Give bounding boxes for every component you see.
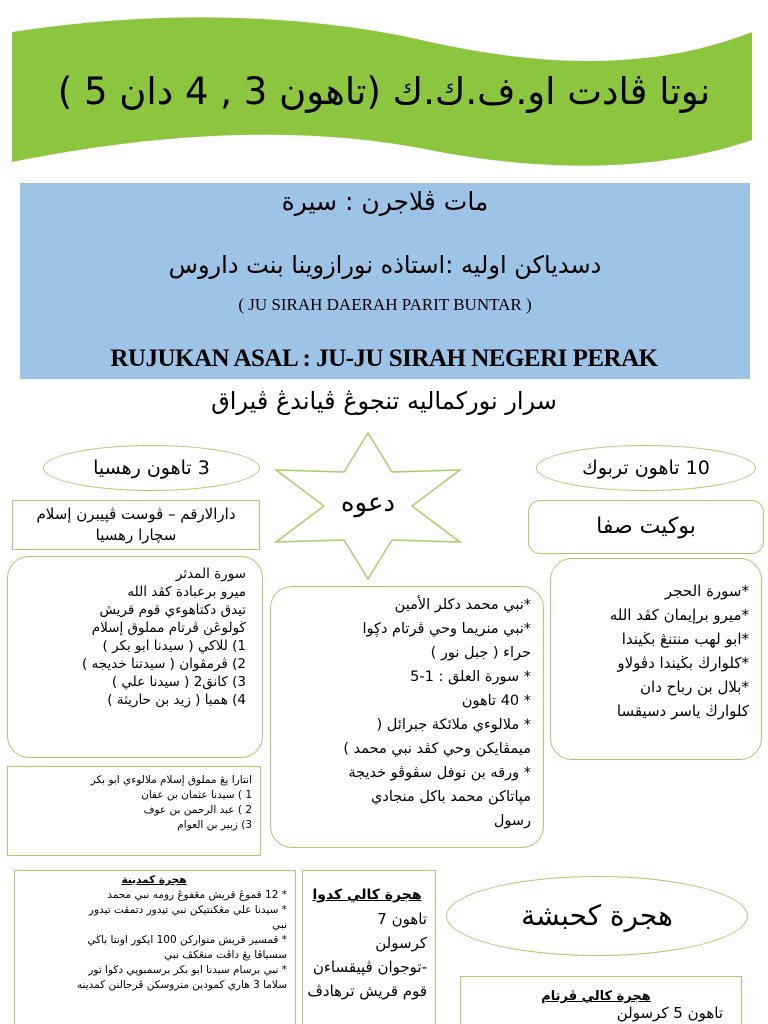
center-point: * 40 تاهون [461,693,531,709]
right-points-box [550,558,762,760]
right-box: بوكيت صفا [528,500,764,554]
right-pill: 10 تاهون تربوك [536,445,756,491]
madinah-point: سسياڤا يڠ داڤت منڠكڤ نبي [164,949,287,961]
second-hijrah-line: قوم قريش ترهادڤ [307,982,427,1000]
left-point: تيدق دكتاهوءي قوم قريش [99,602,246,618]
left-box-line: سچارا رهسيا [95,526,177,544]
center-point: مڽاتاكن محمد باكل منجادي [371,789,531,805]
madinah-box [14,870,296,1024]
left-point: ميرو برعبادة كڤد الله [127,584,246,600]
left-pill: 3 تاهون رهسيا [43,445,260,491]
right-point: *ابو لهب منتنڠ بڬيندا [621,630,749,648]
habsyah-pill: هجرة كحبشة [446,876,748,956]
teacher-label: دسدياكن اوليه :استاذه نورازوينا بنت داروس [168,251,602,279]
reference-heading: RUJUKAN ASAL : JU-JU SIRAH NEGERI PERAK [110,345,658,372]
right-point: *ميرو برإيمان كڤد الله [609,606,749,624]
center-point: حراء ( جبل نور ) [430,645,531,661]
madinah-point: * قمسير قريش منوارکن 100 ايکور اونتا باڬي [87,934,287,946]
second-hijrah-box [302,870,436,1024]
first-hijrah-line: تاهون 5 كرسولن [616,1004,723,1022]
first-hijrah-box [460,976,742,1024]
convert-line: 1 ) سيدنا عثمان بن عفان [141,789,252,801]
convert-line: 2 ) عبد الرحمن بن عوف [143,804,252,816]
madinah-point: * نبي برسام سيدنا ابو بكر برسمبوپي دڬوا ثور [88,964,287,976]
center-point: *نبي منريما وحي ڤرتام دڮوا [362,621,531,637]
second-hijrah-line: كرسولن [375,934,427,952]
center-point: * سورة العلق : 1-5 [410,669,531,685]
left-point: سورة المدثر [175,566,246,582]
star-label: دعوه [340,488,396,518]
left-box-line: دارالارقم – ڤوست ڤپيبرن إسلام [36,505,236,523]
center-points-box [270,586,544,848]
center-point: *نبي محمد دكلر الأمين [394,597,531,613]
page-title: نوتا ڤادت او.ف.ك.ك (تاهون 3 , 4 دان 5 ) [57,70,711,113]
left-point: ڬولوڠن ڤرتام مملوق إسلام [91,620,246,636]
subject-label: مات ڤلاجرن : سيرة [281,187,489,216]
center-point: * ورقه بن نوفل سڤوڤو خديجة [348,765,531,781]
left-point: 2) ڤرمڤوان ( سيدتنا خديجه ) [81,656,246,672]
center-point: * ملالوءي ملائكة جبرائل ( [376,717,531,733]
first-hijrah-title: هجرة كالي ڤرتام [541,989,651,1004]
right-point: كلوارڬ ياسر دسيقسا [616,702,749,720]
converts-box [7,766,261,856]
second-hijrah-line: تاهون 7 [377,910,427,928]
ju-reference: ( JU SIRAH DAERAH PARIT BUNTAR ) [238,295,532,314]
left-box [12,500,260,550]
left-point: 3) كانق2 ( سيدنا علي ) [111,674,246,690]
right-point: *سورة الحجر [664,582,749,600]
left-points-box [7,556,263,758]
convert-line: انتارا يڠ مملوق إسلام ملالوءي ابو بكر [90,774,252,786]
school-name: سرار نوركماليه تنجوڠ ڤياندڠ ڤيراق [211,387,557,415]
left-point: 1) للاکي ( سيدنا ابو بكر ) [102,638,246,654]
right-point: *كلوارڬ بڬيندا دڤولاو [617,654,749,672]
second-hijrah-line: -توجوان ڤپيقساءن [312,958,427,976]
center-point: ميمڤايكن وحي كڤد نبي محمد ) [343,741,531,757]
left-point: 4) همبا ( زيد بن حاريثة ) [107,692,246,708]
madinah-point: * 12 قموڠ قريش مڠفوڠ رومه نبي محمد [107,889,287,901]
second-hijrah-title: هجرة كالي كدوا [312,887,422,903]
madinah-title: هجرة كمدينة [121,874,187,886]
center-point: رسول [493,813,531,829]
madinah-point: * سيدنا علي مڠكنتيكن نبي تيدور دتمڤت تيدور [88,904,287,916]
convert-line: 3) زبير بن العوام [177,819,252,831]
madinah-point: سلاما 3 هاري كمودين منروسکن ڤرجالنن کمدينه [76,979,287,991]
madinah-point: نبي [272,919,287,931]
right-point: *بلال بن رباح دان [640,678,749,696]
